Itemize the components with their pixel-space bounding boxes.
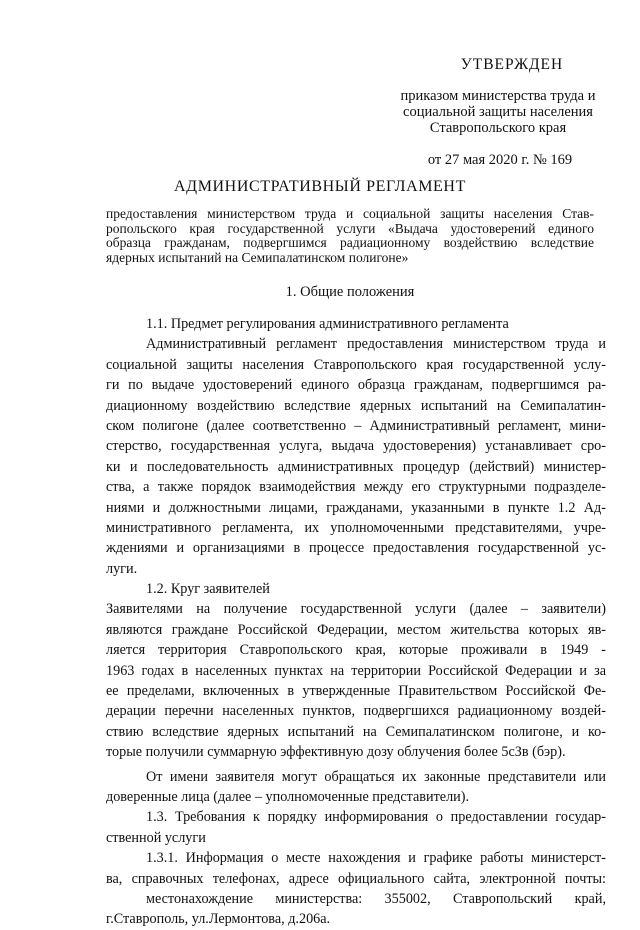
body-line: ки и последовательность административных процедур (действий) министер- xyxy=(106,458,606,475)
body-line: стерство, государственная услуга, выдача удостоверения) устанавливает сро- xyxy=(106,438,606,455)
body-line: ниями и должностными лицами, гражданами, указанными в пункте 1.2 Ад- xyxy=(106,499,606,516)
body-line: являются граждане Российской Федерации, местом жительства которых яв- xyxy=(106,621,606,638)
document-title: АДМИНИСТРАТИВНЫЙ РЕГЛАМЕНТ xyxy=(174,178,466,195)
body-line: ствию вследствие ядерных испытаний на Семипалатинском полигоне, и ко- xyxy=(106,723,606,740)
body-line: диационному воздействию вследствие ядерных испытаний на Семипалатин- xyxy=(106,397,606,414)
body-line: 1963 годах в населенных пунктах на территории Российской Федерации и за xyxy=(106,662,606,679)
paragraph-heading: 1.3.1. Информация о месте нахождения и графике работы министерст- xyxy=(146,850,606,867)
order-date: от 27 мая 2020 г. № 169 xyxy=(427,152,573,168)
paragraph-heading: 1.1. Предмет регулирования административного регламента xyxy=(146,316,509,332)
body-line: министративного регламента, их уполномоченными представителями, учре- xyxy=(106,519,606,536)
body-line: ва, справочных телефонах, адресе официального сайта, электронной почты: xyxy=(106,870,606,887)
subtitle-line: ропольского края государственной услуги «Выдача удостоверений единого xyxy=(106,220,594,236)
body-line: От имени заявителя могут обращаться их законные представители или xyxy=(146,768,606,785)
order-line-3: Ставропольского края xyxy=(429,120,567,136)
body-line: г.Ставрополь, ул.Лермонтова, д.206а. xyxy=(106,911,331,928)
order-line-2: социальной защиты населения xyxy=(403,104,593,120)
body-line: Административный регламент предоставления министерством труда и xyxy=(146,336,606,353)
body-line: ском полигоне (далее соответственно – Административный регламент, мини- xyxy=(106,417,606,434)
body-line: социальной защиты населения Ставропольского края государственной услу- xyxy=(106,356,606,373)
subtitle-line: предоставления министерством труда и социальной защиты населения Став- xyxy=(106,206,594,221)
body-line: местонахождение министерства: 355002, Ставропольский край, xyxy=(146,890,606,907)
section-heading: 1. Общие положения xyxy=(285,284,415,300)
body-line: торые получили суммарную эффективную дозу облучения более 5сЗв (бэр). xyxy=(106,744,566,761)
subtitle-line: образца гражданам, подвергшимся радиационному воздействию вследствие xyxy=(106,235,594,251)
body-line: ги по выдаче удостоверений единого образца гражданам, подвергшимся ра- xyxy=(106,377,606,394)
document-subtitle xyxy=(106,207,594,265)
body-line: ждениями и организациями в процессе предоставления государственной ус- xyxy=(106,540,606,557)
subtitle-line: ядерных испытаний на Семипалатинском полигоне» xyxy=(106,249,409,265)
body-line: Заявителями на получение государственной услуги (далее – заявители) xyxy=(106,601,606,618)
approved-stamp: УТВЕРЖДЕН xyxy=(460,56,564,73)
body-line: дерации перечни населенных пунктов, подвергшихся радиационному воздей- xyxy=(106,703,606,720)
paragraph-heading: 1.2. Круг заявителей xyxy=(146,581,270,598)
body-line: ее пределами, включенных в утвержденные Правительством Российской Фе- xyxy=(106,683,606,700)
body-line: ляется территория Ставропольского края, которые проживали в 1949 - xyxy=(106,642,606,659)
body-line: ственной услуги xyxy=(106,829,206,846)
body-line: доверенные лица (далее – уполномоченные представители). xyxy=(106,788,470,805)
body-text xyxy=(106,314,606,930)
body-line: ства, а также порядок взаимодействия между его структурными подразделе- xyxy=(106,479,606,496)
approval-block xyxy=(388,57,608,168)
body-line: луги. xyxy=(106,560,138,577)
order-line-1: приказом министерства труда и xyxy=(400,88,596,104)
paragraph-heading: 1.3. Требования к порядку информирования о предоставлении государ- xyxy=(146,809,606,826)
